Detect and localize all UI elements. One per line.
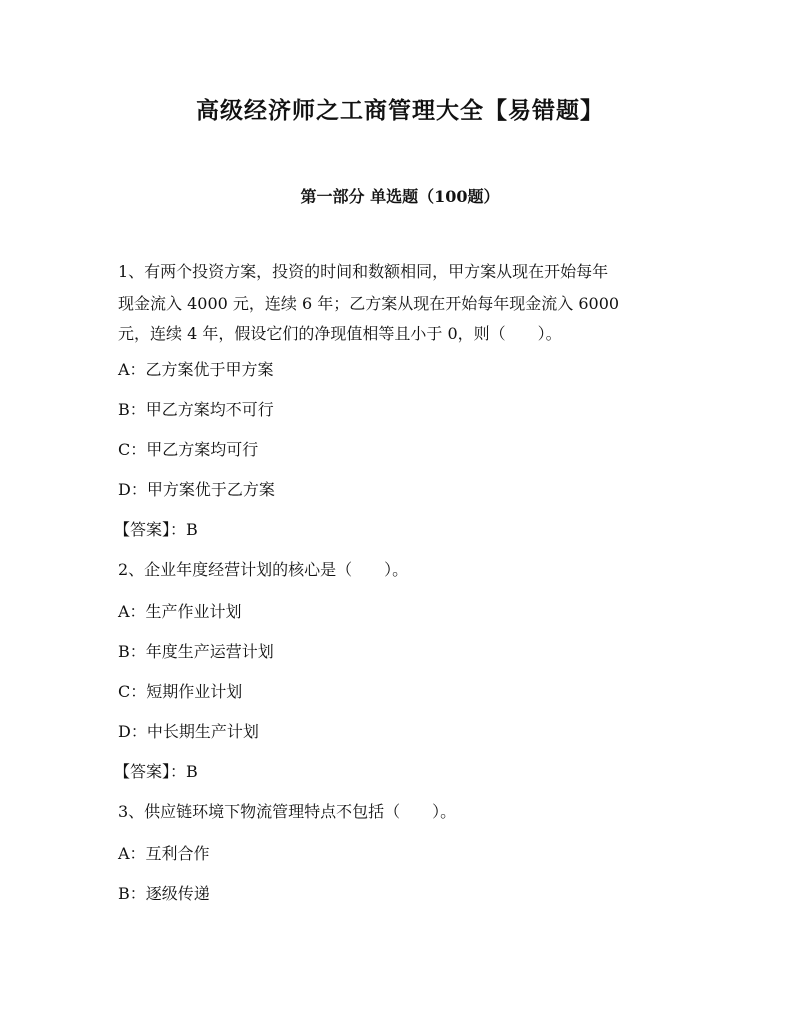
question-2-option-a: A：生产作业计划 [118,602,242,621]
question-1-answer: 【答案】：B [114,520,198,539]
question-1-option-a: A：乙方案优于甲方案 [118,360,274,379]
question-1-line-3: 元，连续 4 年，假设它们的净现值相等且小于 0，则（ ）。 [118,324,562,343]
question-3-option-b: B：逐级传递 [118,884,210,903]
question-2-option-c: C：短期作业计划 [118,682,243,701]
question-1-line-1: 1、有两个投资方案，投资的时间和数额相同，甲方案从现在开始每年 [118,262,609,281]
question-1-line-2: 现金流入 4000 元，连续 6 年；乙方案从现在开始每年现金流入 6000 [118,294,620,313]
question-3-option-a: A：互利合作 [118,844,210,863]
section-title: 第一部分 单选题（100题） [300,187,500,206]
question-2-line-1: 2、企业年度经营计划的核心是（ ）。 [118,560,409,579]
question-2-answer: 【答案】：B [114,762,198,781]
question-2-option-b: B：年度生产运营计划 [118,642,274,661]
question-1-option-d: D：甲方案优于乙方案 [118,480,275,499]
document-title: 高级经济师之工商管理大全【易错题】 [196,97,604,124]
question-2-option-d: D：中长期生产计划 [118,722,259,741]
question-1-option-c: C：甲乙方案均可行 [118,440,259,459]
question-1-option-b: B：甲乙方案均不可行 [118,400,274,419]
question-3-line-1: 3、供应链环境下物流管理特点不包括（ ）。 [118,802,457,821]
